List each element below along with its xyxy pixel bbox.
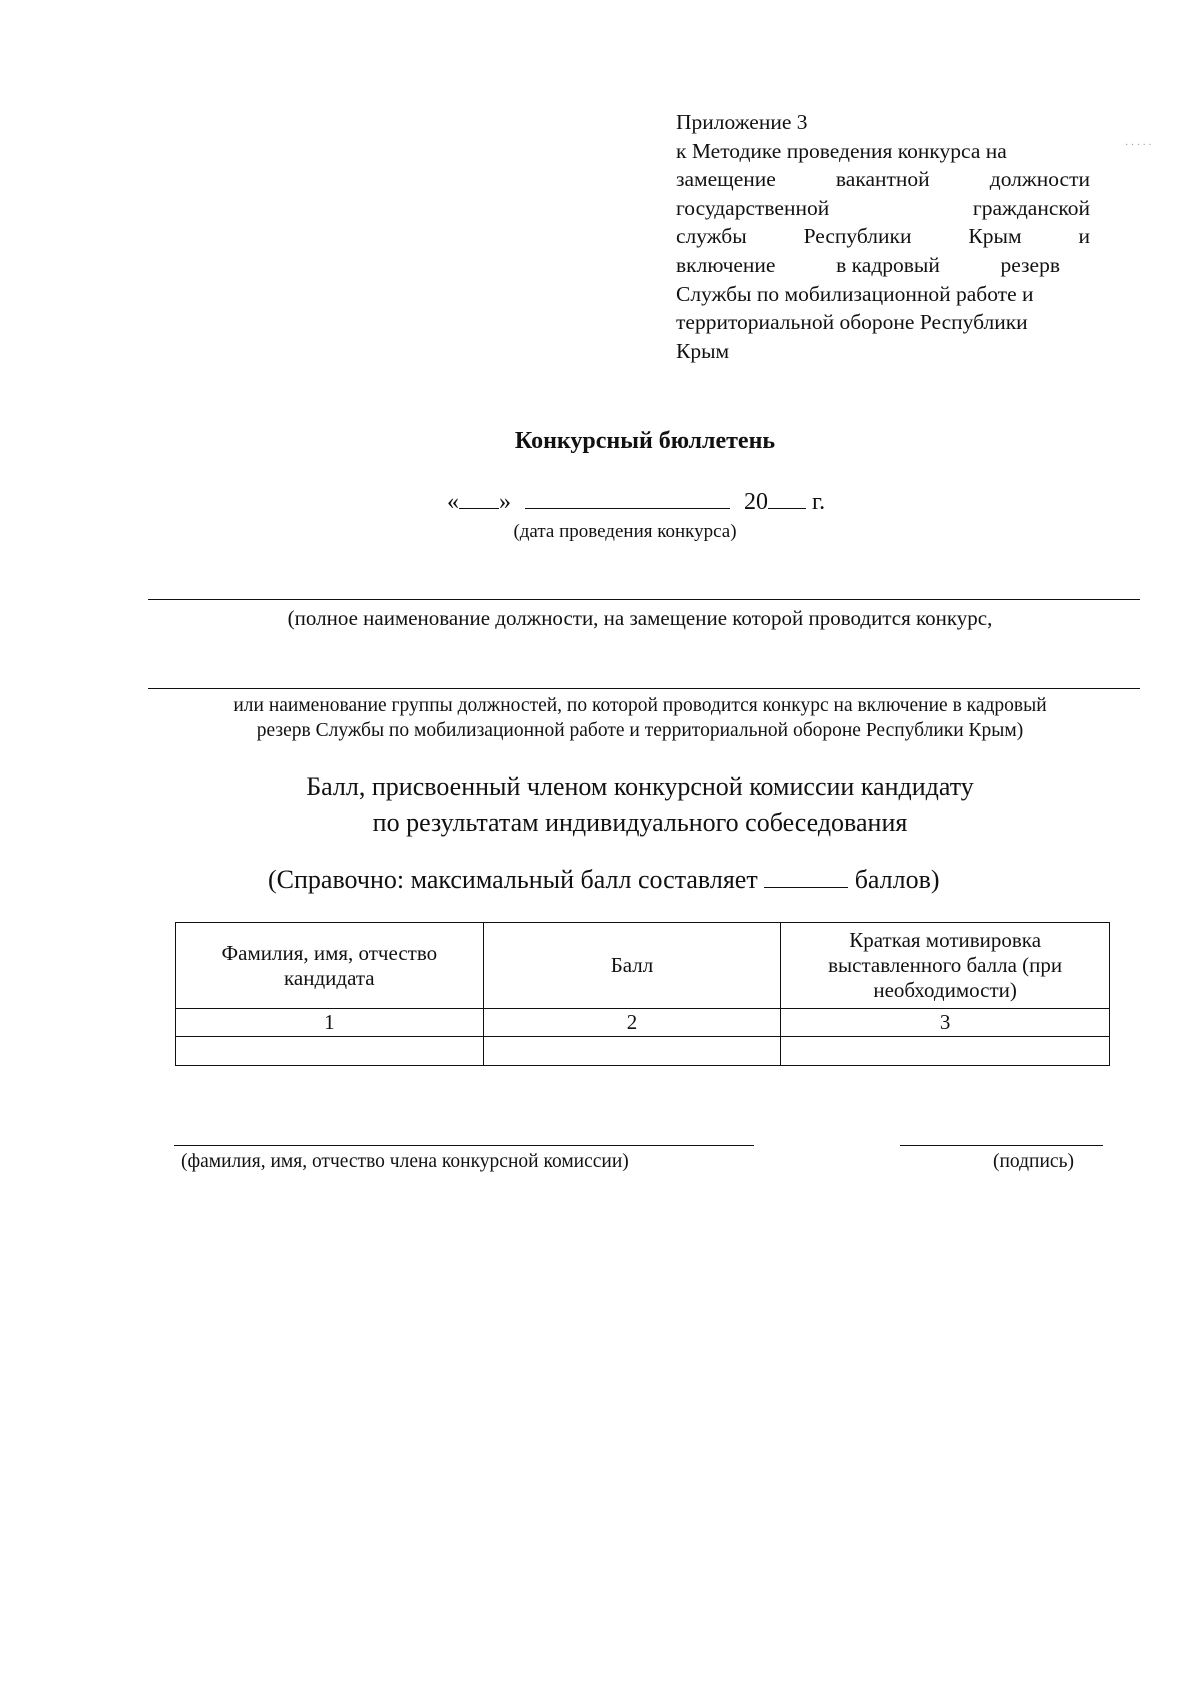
max-score-suffix: баллов) <box>854 865 940 894</box>
score-heading-line-1: Балл, присвоенный членом конкурсной комиссии кандидату <box>306 772 974 801</box>
appendix-word: Республики <box>803 224 912 249</box>
score-cell[interactable] <box>483 1037 781 1066</box>
candidate-name-cell[interactable] <box>176 1037 484 1066</box>
appendix-word: включение <box>676 252 776 277</box>
date-line <box>447 488 825 516</box>
appendix-word: государственной <box>676 195 830 220</box>
appendix-line-6 <box>676 251 1060 280</box>
max-score-note <box>268 862 940 898</box>
appendix-block <box>676 108 1090 365</box>
day-blank <box>459 488 499 509</box>
month-blank <box>525 488 730 509</box>
appendix-line-5 <box>676 222 1090 251</box>
appendix-line-3 <box>676 165 1090 194</box>
year-suffix: г. <box>812 489 826 515</box>
column-number: 1 <box>176 1009 484 1037</box>
date-open-quote: « <box>447 489 459 515</box>
appendix-word: и <box>1078 224 1090 249</box>
date-caption: (дата проведения конкурса) <box>513 521 737 542</box>
appendix-line-8: территориальной обороне Республики <box>676 310 1028 335</box>
score-heading <box>140 769 1140 841</box>
commission-member-name-caption: (фамилия, имя, отчество члена конкурсной комиссии) <box>181 1151 629 1172</box>
date-close-quote: » <box>499 489 511 515</box>
commission-member-name-line[interactable] <box>174 1145 754 1146</box>
year-prefix: 20 <box>744 489 768 515</box>
appendix-word: резерв <box>1000 252 1060 277</box>
column-number: 2 <box>483 1009 781 1037</box>
position-caption-2 <box>140 693 1140 743</box>
position-caption-2-line-1: или наименование группы должностей, по которой проводится конкурс на включение в кадровый <box>233 695 1047 716</box>
year-blank <box>768 488 806 509</box>
appendix-line-4 <box>676 194 1090 223</box>
header-score: Балл <box>483 923 781 1009</box>
max-score-prefix: (Справочно: максимальный балл составляет <box>268 865 758 894</box>
appendix-line-7: Службы по мобилизационной работе и <box>676 281 1034 306</box>
score-heading-line-2: по результатам индивидуального собеседования <box>372 808 908 837</box>
scan-speck: · · · · · <box>1125 140 1152 151</box>
appendix-word: должности <box>989 167 1090 192</box>
appendix-line-1: Приложение 3 <box>676 110 808 134</box>
table-row <box>176 1037 1110 1066</box>
table-number-row <box>176 1009 1110 1037</box>
appendix-word: вакантной <box>835 167 930 192</box>
signature-caption: (подпись) <box>993 1151 1074 1172</box>
motivation-cell[interactable] <box>781 1037 1110 1066</box>
scores-table <box>175 922 1110 1066</box>
column-number: 3 <box>781 1009 1110 1037</box>
signature-line[interactable] <box>900 1145 1103 1146</box>
header-motivation: Краткая мотивировка выставленного балла (при необходимости) <box>781 923 1110 1009</box>
appendix-word: в кадровый <box>836 252 940 277</box>
position-caption-2-line-2: резерв Службы по мобилизационной работе и территориальной обороне Республики Крым) <box>256 720 1024 741</box>
appendix-word: Крым <box>968 224 1022 249</box>
appendix-word: замещение <box>676 167 776 192</box>
header-candidate-name: Фамилия, имя, отчество кандидата <box>176 923 484 1009</box>
position-line-1 <box>148 599 1140 600</box>
table-header-row <box>176 923 1110 1009</box>
position-line-2 <box>148 688 1140 689</box>
max-score-blank <box>764 863 848 888</box>
appendix-line-9: Крым <box>676 338 730 363</box>
document-title: Конкурсный бюллетень <box>514 428 776 454</box>
appendix-line-2: к Методике проведения конкурса на <box>676 138 1007 163</box>
appendix-word: службы <box>676 224 747 249</box>
appendix-word: гражданской <box>972 195 1090 220</box>
position-caption-1: (полное наименование должности, на замещение которой проводится конкурс, <box>287 606 993 630</box>
